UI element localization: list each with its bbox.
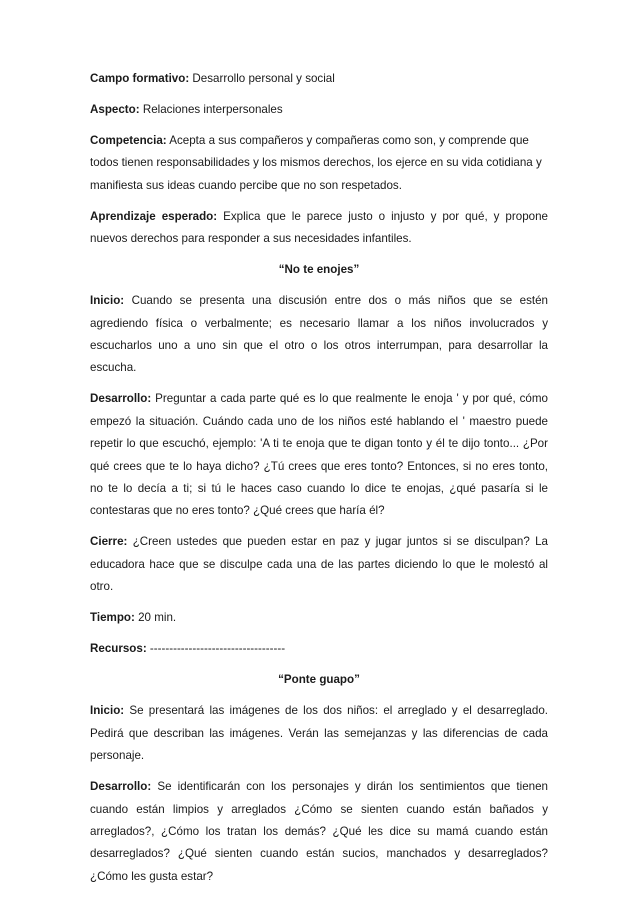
activity-title-no-te-enojes: “No te enojes” — [278, 263, 360, 277]
activity1-inicio-text: Cuando se presenta una discusión entre dos o más niños que se estén agrediendo física o verbalmente; es necesario llamar a los niños involucrados y escucharlos uno a uno sin que el otro o los otros interrumpan, para desarrollar la escucha. — [90, 294, 548, 375]
activity1-desarrollo-label: Desarrollo: — [90, 392, 152, 406]
campo-formativo-text: Desarrollo personal y social — [189, 72, 335, 85]
aprendizaje-esperado-label: Aprendizaje esperado: — [90, 209, 218, 223]
activity-title-ponte-guapo: “Ponte guapo” — [278, 673, 360, 687]
activity1-tiempo-text: 20 min. — [134, 611, 177, 625]
aspecto-text: Relaciones interpersonales — [139, 103, 283, 116]
campo-formativo — [90, 68, 548, 90]
competencia-text: Acepta a sus compañeros y compañeras como son, y comprende que todos tienen responsabilidades y los mismos derechos, los ejerce en su vida cotidiana y manifiesta sus ideas cuando percibe que no son respetados. — [90, 134, 542, 192]
activity1-cierre-text: ¿Creen ustedes que pueden estar en paz y jugar juntos si se disculpan? La educadora hace que se disculpe cada una de las partes diciendo lo que le molestó al otro. — [90, 535, 548, 594]
activity2-inicio — [90, 700, 548, 767]
competencia — [90, 130, 548, 197]
aspecto-label: Aspecto: — [90, 103, 140, 116]
activity1-cierre — [90, 531, 548, 598]
activity1-recursos — [90, 638, 548, 660]
activity1-cierre-label: Cierre: — [90, 535, 128, 549]
activity1-desarrollo — [90, 388, 548, 522]
aspecto — [90, 99, 548, 121]
activity1-recursos-label: Recursos: — [90, 642, 147, 656]
activity2-inicio-text: Se presentará las imágenes de los dos niños: el arreglado y el desarreglado. Pedirá que describan las imágenes. Verán las semejanzas y las diferencias de cada personaje. — [90, 704, 548, 763]
document-page — [90, 68, 548, 897]
activity2-desarrollo-label: Desarrollo: — [90, 780, 152, 794]
activity1-recursos-text: ----------------------------------- — [146, 642, 286, 656]
aprendizaje-esperado — [90, 206, 548, 251]
competencia-label: Competencia: — [90, 134, 167, 147]
activity2-desarrollo — [90, 776, 548, 888]
activity1-desarrollo-text: Preguntar a cada parte qué es lo que realmente le enoja ' y por qué, cómo empezó la situación. Cuándo cada uno de los niños esté hablando el ' maestro puede repetir lo que escuchó, ejemplo: 'A ti te enoja que te digan tonto y él te dijo tonto... ¿Por qué crees que te lo haya dicho? ¿Tú crees que eres tonto? Entonces, si no eres tonto, no te lo decía a ti; si tú le haces caso cuando lo dice te enojas, ¿qué pasaría si le contestaras que no eres tonto? ¿Qué crees que haría él? — [90, 392, 548, 518]
activity1-tiempo — [90, 607, 548, 629]
activity1-inicio — [90, 290, 548, 380]
aprendizaje-esperado-text: Explica que le parece justo o injusto y por qué, y propone nuevos derechos para responder a sus necesidades infantiles. — [90, 209, 548, 246]
activity2-desarrollo-text: Se identificarán con los personajes y dirán los sentimientos que tienen cuando están limpios y arreglados ¿Cómo se sienten cuando están bañados y arreglados?, ¿Cómo los tratan los demás? ¿Qué les dice su mamá cuando están desarreglados? ¿Qué sienten cuando están sucios, manchados y desarreglados? ¿Cómo les gusta estar? — [90, 780, 548, 883]
activity2-inicio-label: Inicio: — [90, 704, 125, 718]
campo-formativo-label: Campo formativo: — [90, 72, 190, 85]
activity1-inicio-label: Inicio: — [90, 294, 125, 308]
activity1-tiempo-label: Tiempo: — [90, 611, 135, 625]
